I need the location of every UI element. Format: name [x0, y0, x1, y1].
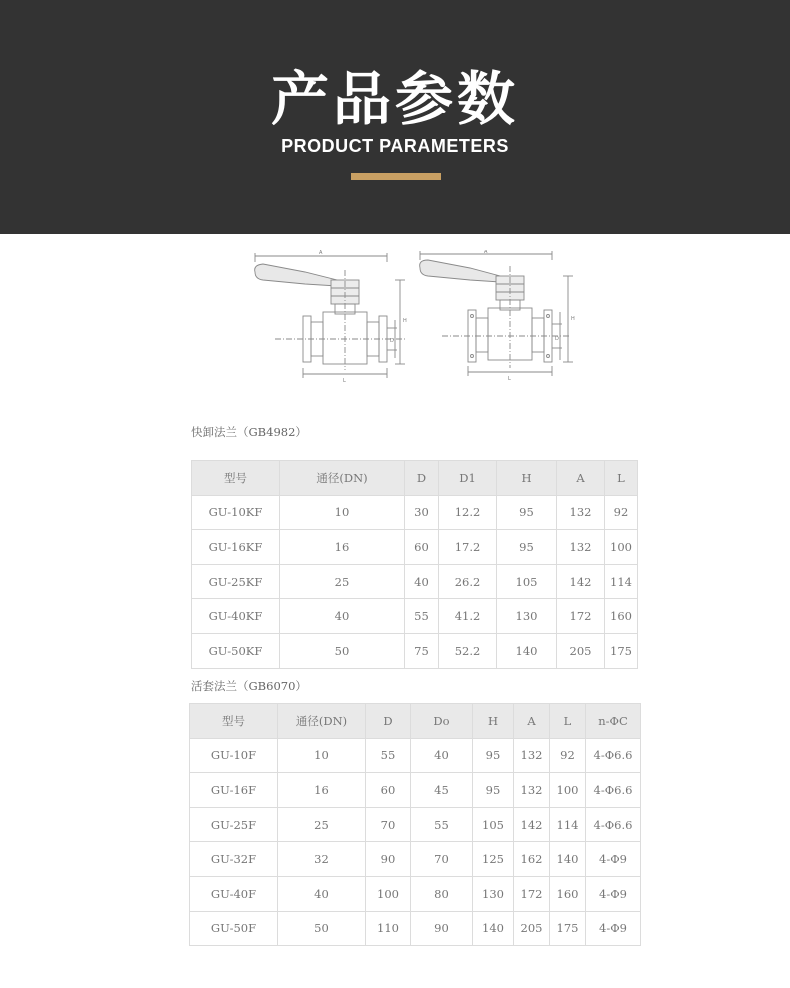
table-cell: 114	[550, 807, 586, 842]
column-header: H	[473, 704, 514, 739]
table-cell: 55	[405, 599, 439, 634]
table-cell: 40	[280, 599, 405, 634]
page-title: 产品参数	[270, 65, 519, 133]
table-cell: GU-40KF	[192, 599, 280, 634]
table-cell: GU-32F	[190, 842, 278, 877]
table-cell: GU-40F	[190, 876, 278, 911]
table-cell: 114	[605, 564, 638, 599]
table-cell: 130	[473, 876, 514, 911]
table-cell: 40	[278, 876, 366, 911]
column-header: L	[550, 704, 586, 739]
column-header: D	[366, 704, 411, 739]
table-row	[190, 911, 641, 946]
column-header: n-ΦC	[586, 704, 641, 739]
table-cell: 55	[411, 807, 473, 842]
table-cell: 160	[550, 876, 586, 911]
table-cell: 4-Φ9	[586, 842, 641, 877]
table-cell: 10	[280, 495, 405, 530]
column-header: D	[405, 461, 439, 496]
table-cell: 110	[366, 911, 411, 946]
table-cell: 100	[550, 773, 586, 808]
table-cell: 70	[411, 842, 473, 877]
table-row	[192, 599, 638, 634]
table-cell: 95	[497, 495, 557, 530]
table-cell: 90	[366, 842, 411, 877]
table-cell: 105	[497, 564, 557, 599]
table-cell: 132	[557, 530, 605, 565]
column-header: 通径(DN)	[278, 704, 366, 739]
table-cell: 175	[550, 911, 586, 946]
table-cell: 4-Φ9	[586, 911, 641, 946]
table-cell: 30	[405, 495, 439, 530]
column-header: Do	[411, 704, 473, 739]
table-cell: 55	[366, 738, 411, 773]
header-banner	[0, 0, 790, 234]
column-header: L	[605, 461, 638, 496]
table-header-row	[190, 704, 641, 739]
table-cell: 175	[605, 633, 638, 668]
table-cell: 50	[278, 911, 366, 946]
table-cell: 160	[605, 599, 638, 634]
table-cell: 130	[497, 599, 557, 634]
table-cell: 4-Φ6.6	[586, 738, 641, 773]
table-cell: 25	[278, 807, 366, 842]
table-cell: 80	[411, 876, 473, 911]
table-cell: 100	[366, 876, 411, 911]
table-cell: 205	[514, 911, 550, 946]
table-cell: 16	[278, 773, 366, 808]
page-subtitle: PRODUCT PARAMETERS	[281, 136, 509, 156]
table-cell: GU-16F	[190, 773, 278, 808]
column-header: A	[514, 704, 550, 739]
valve-drawing-flange	[412, 250, 577, 385]
table-cell: 50	[280, 633, 405, 668]
table-row	[190, 807, 641, 842]
table-cell: 40	[411, 738, 473, 773]
table-row	[190, 876, 641, 911]
table-header-row	[192, 461, 638, 496]
spec-table-flange	[189, 703, 641, 946]
table-cell: GU-10F	[190, 738, 278, 773]
table-cell: 140	[473, 911, 514, 946]
table-cell: 32	[278, 842, 366, 877]
table1-caption: 快卸法兰（GB4982）	[191, 425, 307, 439]
accent-bar	[351, 173, 441, 180]
dim-label-l-left: L	[343, 378, 346, 384]
column-header: H	[497, 461, 557, 496]
table-cell: 4-Φ9	[586, 876, 641, 911]
table-cell: 26.2	[439, 564, 497, 599]
valve-drawing-kf	[245, 250, 415, 385]
table-cell: 75	[405, 633, 439, 668]
dim-label-l-right: L	[508, 376, 511, 382]
table-cell: 172	[514, 876, 550, 911]
table-cell: 95	[473, 773, 514, 808]
table-cell: 205	[557, 633, 605, 668]
table-cell: 140	[550, 842, 586, 877]
table-cell: 132	[557, 495, 605, 530]
table-cell: 162	[514, 842, 550, 877]
column-header: 型号	[192, 461, 280, 496]
table-cell: 95	[497, 530, 557, 565]
column-header: 通径(DN)	[280, 461, 405, 496]
table-cell: GU-50KF	[192, 633, 280, 668]
column-header: D1	[439, 461, 497, 496]
table-cell: 100	[605, 530, 638, 565]
table-cell: 172	[557, 599, 605, 634]
dim-label-h-left: H	[403, 318, 407, 324]
table-cell: 142	[557, 564, 605, 599]
table-cell: 4-Φ6.6	[586, 773, 641, 808]
table-cell: 90	[411, 911, 473, 946]
table-cell: 52.2	[439, 633, 497, 668]
table-cell: 4-Φ6.6	[586, 807, 641, 842]
table-cell: 40	[405, 564, 439, 599]
table-cell: 132	[514, 773, 550, 808]
table-cell: 132	[514, 738, 550, 773]
table-cell: 92	[550, 738, 586, 773]
table-cell: 12.2	[439, 495, 497, 530]
table-cell: 60	[366, 773, 411, 808]
table-row	[190, 773, 641, 808]
table-cell: 45	[411, 773, 473, 808]
spec-table-kf	[191, 460, 638, 669]
table-cell: 25	[280, 564, 405, 599]
dim-label-d-right: D	[555, 336, 559, 342]
table-cell: 95	[473, 738, 514, 773]
table-cell: 125	[473, 842, 514, 877]
table-cell: 60	[405, 530, 439, 565]
table-cell: 142	[514, 807, 550, 842]
table-cell: 105	[473, 807, 514, 842]
column-header: 型号	[190, 704, 278, 739]
table-row	[192, 564, 638, 599]
dim-label-d-left: D	[390, 338, 394, 344]
table-cell: 10	[278, 738, 366, 773]
column-header: A	[557, 461, 605, 496]
table-cell: 41.2	[439, 599, 497, 634]
table-cell: 17.2	[439, 530, 497, 565]
table-cell: 70	[366, 807, 411, 842]
table-cell: 16	[280, 530, 405, 565]
dim-label-h-right: H	[571, 316, 575, 322]
table2-caption: 活套法兰（GB6070）	[191, 679, 307, 693]
table-row	[192, 495, 638, 530]
table-cell: 140	[497, 633, 557, 668]
table-cell: GU-10KF	[192, 495, 280, 530]
dim-label-a-right: A	[484, 250, 488, 255]
table-row	[192, 633, 638, 668]
table-cell: GU-25F	[190, 807, 278, 842]
table-cell: GU-50F	[190, 911, 278, 946]
table-row	[190, 842, 641, 877]
table-cell: GU-25KF	[192, 564, 280, 599]
table-row	[190, 738, 641, 773]
table-cell: 92	[605, 495, 638, 530]
dim-label-a-left: A	[319, 250, 323, 256]
table-cell: GU-16KF	[192, 530, 280, 565]
table-row	[192, 530, 638, 565]
